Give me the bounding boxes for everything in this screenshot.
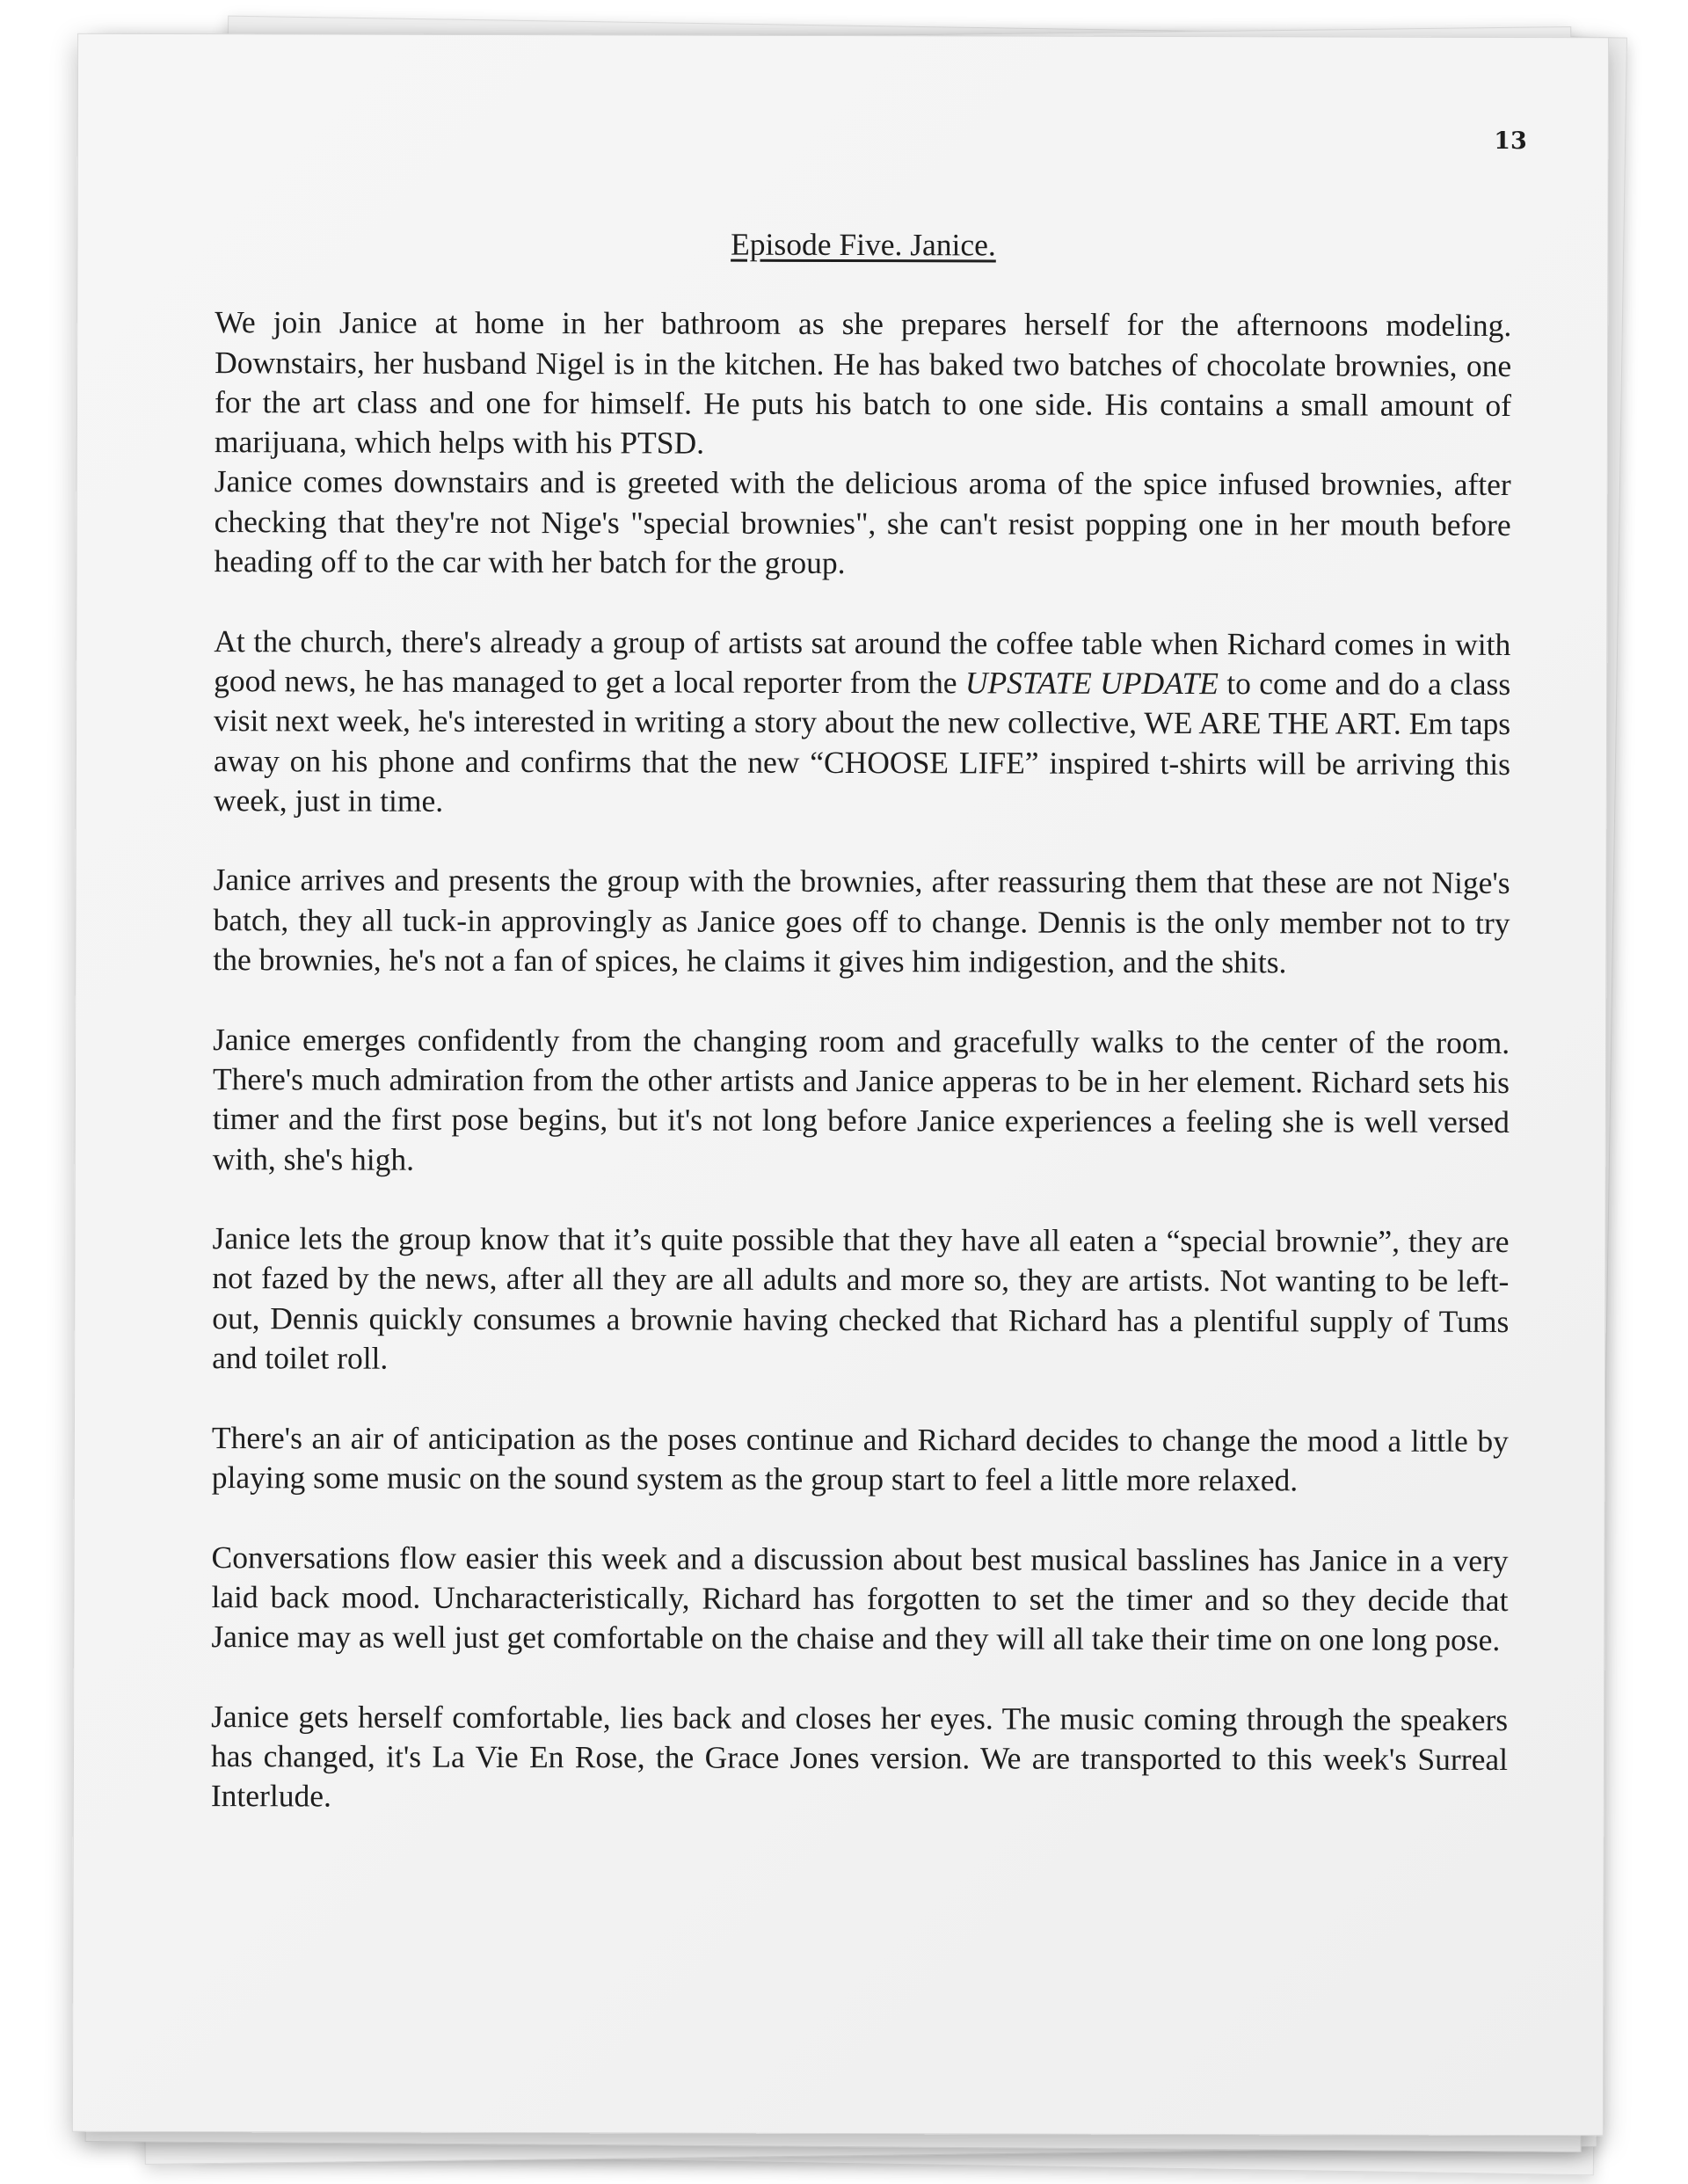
paragraph: We join Janice at home in her bathroom as she prepares herself for the afternoons modeling. Downstairs, her husband Nigel is in the kitchen. He has baked two batches of chocolate brownies, one for the art class and one for himself. He puts his batch to one side. His contains a small amount of marijuana, which helps with his PTSD. xyxy=(214,304,1512,461)
paragraph xyxy=(214,622,1511,824)
paragraph: Janice lets the group know that it’s quite possible that they have all eaten a “special brownie”, they are not fazed by the news, after all they are all adults and more so, they are artists. Not wanting to be left-out, Dennis quickly consumes a brownie having checked that Richard has a plentiful supply of Tums and toilet roll. xyxy=(212,1220,1510,1376)
episode-title: Episode Five. Janice. xyxy=(731,226,996,263)
paragraph: Janice comes downstairs and is greeted with the delicious aroma of the spice infused brownies, after checking that they're not Nige's "special brownies", she can't resist popping one in her mouth before heading off to the car with her batch for the group. xyxy=(214,463,1511,581)
paragraph-text: to come and do a class visit next week, he's interested in writing a story about the new collective, WE ARE THE ART. Em taps away on his phone and confirms that the new “CHOOSE LIFE” inspired t-shirts will be arriving this week, just in time. xyxy=(213,666,1511,819)
paragraph: Conversations flow easier this week and a discussion about best musical basslines has Janice in a very laid back mood. Uncharacteristically, Richard has forgotten to set the timer and so they decide that Janice may as well just get comfortable on the chaise and they will all take their time on one long pose. xyxy=(211,1539,1509,1658)
page-content xyxy=(211,223,1512,1860)
paragraph: Janice gets herself comfortable, lies back and closes her eyes. The music coming through the speakers has changed, it's La Vie En Rose, the Grace Jones version. We are transported to this week's Surreal Interlude. xyxy=(210,1698,1509,1814)
document-page xyxy=(72,33,1609,2137)
paragraph: There's an air of anticipation as the poses continue and Richard decides to change the mood a little by playing some music on the sound system as the group start to feel a little more relaxed. xyxy=(211,1419,1509,1498)
paragraph: Janice emerges confidently from the changing room and gracefully walks to the center of the room. There's much admiration from the other artists and Janice apperas to be in her element. Richard sets his timer and the first pose begins, but it's not long before Janice experiences a feeling she is well versed with, she's high. xyxy=(212,1021,1510,1177)
page-number: 13 xyxy=(1494,127,1527,156)
paragraph: Janice arrives and presents the group with the brownies, after reassuring them that these are not Nige's batch, they all tuck-in approvingly as Janice goes off to change. Dennis is the only member not to try the brownies, he's not a fan of spices, he claims it gives him indigestion, and the shits. xyxy=(213,862,1510,980)
paragraph-text: At the church, there's already a group of artists sat around the coffee table when Richard comes in with good news, he has managed to get a local reporter from the xyxy=(214,622,1511,701)
italic-publication-name: UPSTATE UPDATE xyxy=(964,665,1219,702)
